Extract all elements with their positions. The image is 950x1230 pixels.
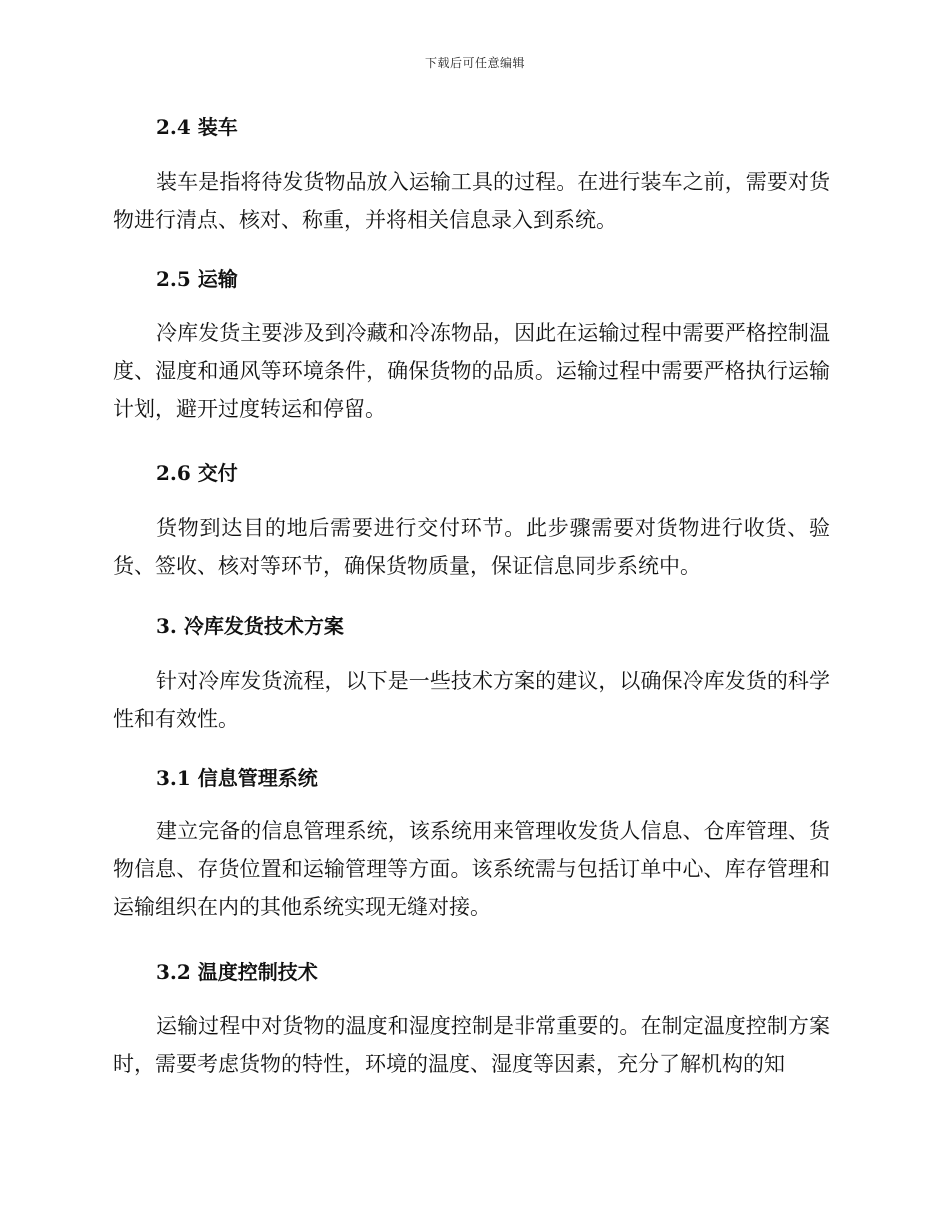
page-header: 下载后可任意编辑 — [424, 56, 525, 70]
section-heading-3: 3. 冷库发货技术方案 — [156, 614, 344, 638]
section-paragraph-2-6: 货物到达目的地后需要进行交付环节。此步骤需要对货物进行收货、验货、签收、核对等环节，确保货物质量，保证信息同步系统中。 — [113, 516, 830, 578]
section-paragraph-2-5: 冷库发货主要涉及到冷藏和冷冻物品，因此在运输过程中需要严格控制温度、湿度和通风等环境条件，确保货物的品质。运输过程中需要严格执行运输计划，避开过度转运和停留。 — [113, 321, 830, 421]
section-paragraph-2-4: 装车是指将待发货物品放入运输工具的过程。在进行装车之前，需要对货物进行清点、核对、称重，并将相关信息录入到系统。 — [113, 170, 830, 232]
section-paragraph-3-2: 运输过程中对货物的温度和湿度控制是非常重要的。在制定温度控制方案时，需要考虑货物的特性，环境的温度、湿度等因素，充分了解机构的知 — [113, 1014, 830, 1076]
section-heading-3-1: 3.1 信息管理系统 — [156, 766, 318, 790]
section-heading-2-4: 2.4 装车 — [156, 115, 238, 139]
section-heading-3-2: 3.2 温度控制技术 — [156, 960, 318, 984]
section-heading-2-5: 2.5 运输 — [156, 267, 238, 291]
section-paragraph-3-1: 建立完备的信息管理系统，该系统用来管理收发货人信息、仓库管理、货物信息、存货位置和运输管理等方面。该系统需与包括订单中心、库存管理和运输组织在内的其他系统实现无缝对接。 — [113, 819, 830, 919]
section-heading-2-6: 2.6 交付 — [156, 461, 238, 485]
section-paragraph-3: 针对冷库发货流程，以下是一些技术方案的建议，以确保冷库发货的科学性和有效性。 — [113, 669, 830, 731]
